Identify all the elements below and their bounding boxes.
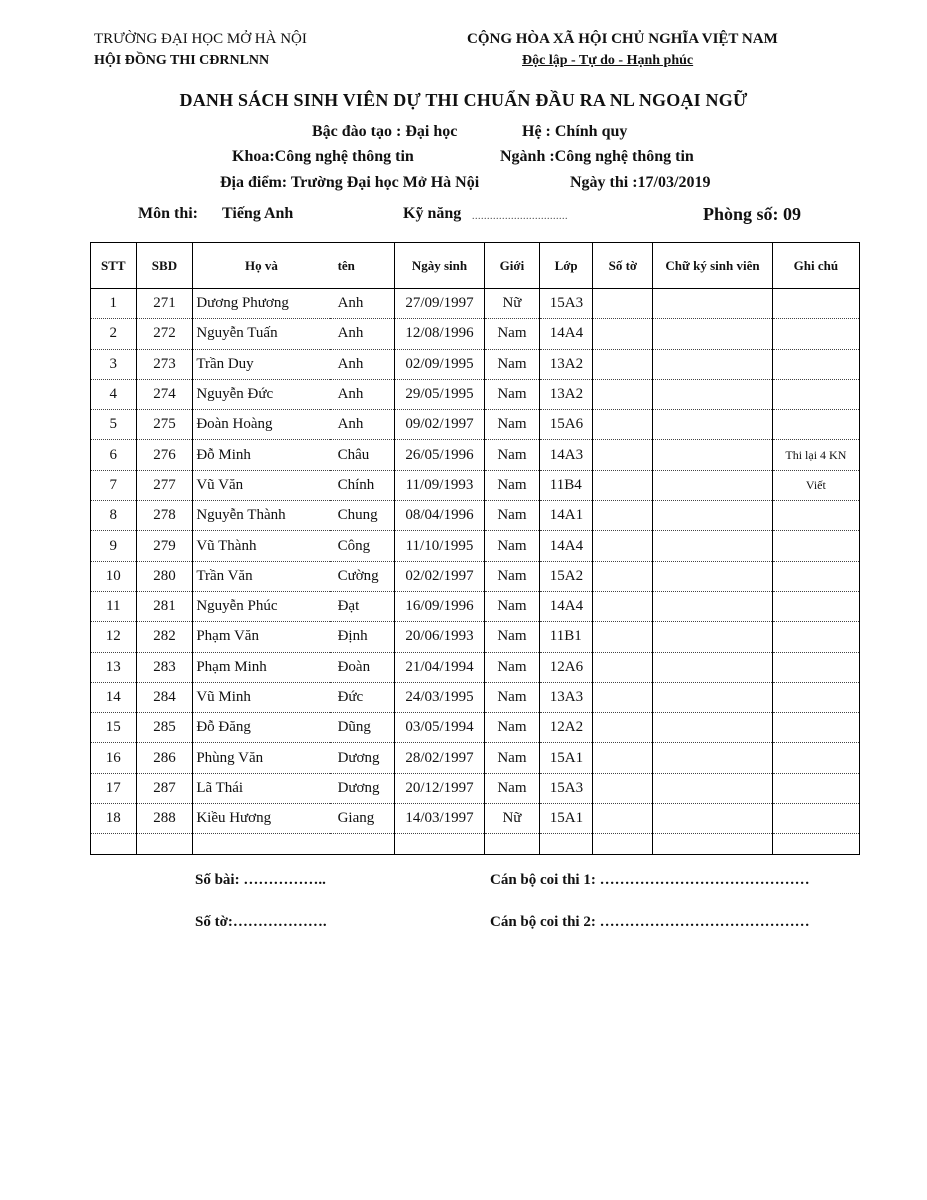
cell-stt: 4 [91, 379, 137, 409]
cell-class: 14A3 [539, 440, 593, 470]
cell-note: Viết [772, 470, 859, 500]
table-row [91, 470, 860, 500]
cell-signature [653, 501, 773, 531]
cell-signature [653, 804, 773, 834]
cell-note [772, 591, 859, 621]
cell-ten: Chính [330, 470, 395, 500]
table-row [91, 682, 860, 712]
cell-sbd: 276 [136, 440, 193, 470]
table-row [91, 319, 860, 349]
cell-class: 13A3 [539, 682, 593, 712]
cell-signature [653, 743, 773, 773]
cell-ten: Đạt [330, 591, 395, 621]
cell-dob: 14/03/1997 [394, 804, 484, 834]
cell-dob: 28/02/1997 [394, 743, 484, 773]
cell-pages [593, 682, 653, 712]
cell-sbd: 283 [136, 652, 193, 682]
table-row [91, 289, 860, 319]
cell-ten: Anh [330, 379, 395, 409]
cell-ho: Nguyễn Tuấn [193, 319, 330, 349]
cell-dob: 20/12/1997 [394, 773, 484, 803]
cell-ten: Châu [330, 440, 395, 470]
cell-ten: Công [330, 531, 395, 561]
cell-note [772, 834, 859, 855]
col-header-class: Lớp [539, 243, 593, 289]
cell-class: 15A3 [539, 289, 593, 319]
cell-note [772, 379, 859, 409]
cell-pages [593, 501, 653, 531]
cell-class: 15A3 [539, 773, 593, 803]
cell-sbd: 287 [136, 773, 193, 803]
cell-gender: Nam [485, 349, 540, 379]
cell-ho: Vũ Văn [193, 470, 330, 500]
table-row [91, 410, 860, 440]
cell-sbd: 272 [136, 319, 193, 349]
cell-sbd: 274 [136, 379, 193, 409]
cell-pages [593, 652, 653, 682]
cell-class: 11B4 [539, 470, 593, 500]
cell-dob: 02/09/1995 [394, 349, 484, 379]
cell-gender: Nam [485, 319, 540, 349]
republic-name: CỘNG HÒA XÃ HỘI CHỦ NGHĨA VIỆT NAM [467, 31, 778, 47]
cell-dob: 20/06/1993 [394, 622, 484, 652]
cell-class: 13A2 [539, 349, 593, 379]
col-header-pages: Số tờ [593, 243, 653, 289]
cell-stt: 2 [91, 319, 137, 349]
cell-dob: 02/02/1997 [394, 561, 484, 591]
cell-ho: Vũ Minh [193, 682, 330, 712]
cell-note [772, 410, 859, 440]
cell-sbd: 280 [136, 561, 193, 591]
cell-note [772, 652, 859, 682]
cell-dob: 16/09/1996 [394, 591, 484, 621]
school-name: TRƯỜNG ĐẠI HỌC MỞ HÀ NỘI [94, 31, 307, 47]
cell-stt: 8 [91, 501, 137, 531]
table-row [91, 652, 860, 682]
cell-ten [330, 834, 395, 855]
cell-gender: Nam [485, 713, 540, 743]
major: Ngành :Công nghệ thông tin [500, 148, 694, 165]
sheet-count: Số tờ:………………. [195, 914, 327, 930]
cell-gender: Nam [485, 682, 540, 712]
cell-ten: Đức [330, 682, 395, 712]
cell-note [772, 501, 859, 531]
cell-ten: Chung [330, 501, 395, 531]
cell-ten: Định [330, 622, 395, 652]
cell-pages [593, 622, 653, 652]
cell-note [772, 773, 859, 803]
table-row [91, 804, 860, 834]
col-header-signature: Chữ ký sinh viên [653, 243, 773, 289]
cell-dob: 12/08/1996 [394, 319, 484, 349]
cell-signature [653, 561, 773, 591]
cell-note [772, 349, 859, 379]
cell-class: 14A4 [539, 319, 593, 349]
cell-pages [593, 319, 653, 349]
table-row [91, 713, 860, 743]
cell-stt: 16 [91, 743, 137, 773]
proctor-2-signature: Cán bộ coi thi 2: …………………………………… [490, 914, 810, 930]
cell-pages [593, 349, 653, 379]
col-header-ho: Họ và [193, 243, 330, 289]
cell-stt: 15 [91, 713, 137, 743]
cell-ten: Giang [330, 804, 395, 834]
cell-sbd: 275 [136, 410, 193, 440]
cell-ho: Phùng Văn [193, 743, 330, 773]
cell-sbd: 284 [136, 682, 193, 712]
cell-signature [653, 319, 773, 349]
cell-pages [593, 561, 653, 591]
table-row [91, 561, 860, 591]
table-row [91, 773, 860, 803]
cell-sbd: 281 [136, 591, 193, 621]
training-level: Bậc đào tạo : Đại học [312, 123, 458, 140]
cell-stt: 14 [91, 682, 137, 712]
cell-class: 13A2 [539, 379, 593, 409]
cell-gender: Nam [485, 470, 540, 500]
cell-pages [593, 743, 653, 773]
cell-stt: 3 [91, 349, 137, 379]
cell-pages [593, 804, 653, 834]
cell-ho: Vũ Thành [193, 531, 330, 561]
cell-ho: Nguyễn Phúc [193, 591, 330, 621]
cell-sbd: 278 [136, 501, 193, 531]
skill-label: Kỹ năng [403, 205, 462, 222]
cell-sbd: 288 [136, 804, 193, 834]
cell-sbd: 277 [136, 470, 193, 500]
exam-council: HỘI ĐỒNG THI CĐRNLNN [94, 53, 270, 68]
col-header-stt: STT [91, 243, 137, 289]
table-row [91, 501, 860, 531]
cell-pages [593, 713, 653, 743]
cell-ho: Phạm Văn [193, 622, 330, 652]
cell-ten: Anh [330, 349, 395, 379]
cell-dob: 08/04/1996 [394, 501, 484, 531]
cell-dob [394, 834, 484, 855]
cell-stt: 6 [91, 440, 137, 470]
cell-signature [653, 531, 773, 561]
cell-pages [593, 410, 653, 440]
exam-date: Ngày thi :17/03/2019 [570, 174, 711, 191]
cell-signature [653, 773, 773, 803]
cell-note [772, 804, 859, 834]
proctor-1-signature: Cán bộ coi thi 1: …………………………………… [490, 872, 810, 888]
cell-ho: Trần Văn [193, 561, 330, 591]
cell-class: 11B1 [539, 622, 593, 652]
cell-signature [653, 470, 773, 500]
cell-ho: Dương Phương [193, 289, 330, 319]
cell-stt: 13 [91, 652, 137, 682]
col-header-ten: tên [330, 243, 395, 289]
col-header-dob: Ngày sinh [394, 243, 484, 289]
cell-class: 15A1 [539, 804, 593, 834]
col-header-gender: Giới [485, 243, 540, 289]
cell-signature [653, 834, 773, 855]
cell-ten: Anh [330, 319, 395, 349]
cell-ten: Dũng [330, 713, 395, 743]
cell-signature [653, 289, 773, 319]
cell-sbd: 285 [136, 713, 193, 743]
cell-pages [593, 470, 653, 500]
cell-stt: 11 [91, 591, 137, 621]
cell-ho: Trần Duy [193, 349, 330, 379]
cell-ho: Đỗ Minh [193, 440, 330, 470]
cell-ho [193, 834, 330, 855]
cell-sbd: 282 [136, 622, 193, 652]
cell-gender [485, 834, 540, 855]
student-roster-table [90, 242, 860, 855]
cell-signature [653, 682, 773, 712]
cell-signature [653, 440, 773, 470]
cell-ho: Nguyễn Đức [193, 379, 330, 409]
cell-ho: Lã Thái [193, 773, 330, 803]
cell-dob: 09/02/1997 [394, 410, 484, 440]
cell-class: 15A6 [539, 410, 593, 440]
document-title: DANH SÁCH SINH VIÊN DỰ THI CHUẨN ĐẦU RA NL NGOẠI NGỮ [179, 90, 748, 110]
cell-signature [653, 349, 773, 379]
cell-pages [593, 531, 653, 561]
exam-location: Địa điểm: Trường Đại học Mở Hà Nội [220, 174, 480, 191]
cell-note [772, 289, 859, 319]
cell-dob: 11/10/1995 [394, 531, 484, 561]
cell-gender: Nam [485, 501, 540, 531]
cell-pages [593, 379, 653, 409]
cell-signature [653, 713, 773, 743]
cell-stt: 7 [91, 470, 137, 500]
skill-blank: ................................ [472, 211, 568, 222]
training-system: Hệ : Chính quy [522, 123, 628, 140]
table-row [91, 349, 860, 379]
table-row-empty [91, 834, 860, 855]
cell-gender: Nam [485, 531, 540, 561]
cell-pages [593, 834, 653, 855]
col-header-note: Ghi chú [772, 243, 859, 289]
cell-note [772, 682, 859, 712]
cell-ten: Đoàn [330, 652, 395, 682]
cell-stt: 9 [91, 531, 137, 561]
cell-stt: 18 [91, 804, 137, 834]
cell-stt: 12 [91, 622, 137, 652]
cell-gender: Nam [485, 440, 540, 470]
cell-sbd [136, 834, 193, 855]
cell-class: 14A4 [539, 591, 593, 621]
cell-note [772, 713, 859, 743]
cell-ho: Đỗ Đăng [193, 713, 330, 743]
room-number: Phòng số: 09 [703, 204, 802, 224]
cell-class: 15A2 [539, 561, 593, 591]
cell-dob: 21/04/1994 [394, 652, 484, 682]
cell-ho: Đoàn Hoàng [193, 410, 330, 440]
cell-class [539, 834, 593, 855]
table-row [91, 591, 860, 621]
cell-dob: 29/05/1995 [394, 379, 484, 409]
cell-sbd: 271 [136, 289, 193, 319]
cell-signature [653, 622, 773, 652]
cell-dob: 03/05/1994 [394, 713, 484, 743]
cell-stt: 5 [91, 410, 137, 440]
cell-pages [593, 591, 653, 621]
col-header-sbd: SBD [136, 243, 193, 289]
cell-dob: 26/05/1996 [394, 440, 484, 470]
cell-class: 12A6 [539, 652, 593, 682]
table-row [91, 743, 860, 773]
cell-gender: Nam [485, 561, 540, 591]
cell-sbd: 273 [136, 349, 193, 379]
cell-note [772, 622, 859, 652]
cell-stt [91, 834, 137, 855]
subject-value: Tiếng Anh [222, 205, 294, 222]
table-row [91, 440, 860, 470]
cell-stt: 17 [91, 773, 137, 803]
cell-sbd: 286 [136, 743, 193, 773]
national-motto: Độc lập - Tự do - Hạnh phúc [522, 53, 694, 68]
cell-gender: Nam [485, 591, 540, 621]
cell-gender: Nữ [485, 289, 540, 319]
cell-signature [653, 591, 773, 621]
table-row [91, 622, 860, 652]
cell-gender: Nữ [485, 804, 540, 834]
cell-class: 15A1 [539, 743, 593, 773]
cell-pages [593, 440, 653, 470]
cell-stt: 1 [91, 289, 137, 319]
cell-pages [593, 773, 653, 803]
cell-class: 12A2 [539, 713, 593, 743]
cell-note [772, 561, 859, 591]
cell-gender: Nam [485, 622, 540, 652]
cell-note [772, 319, 859, 349]
table-row [91, 379, 860, 409]
cell-ten: Cường [330, 561, 395, 591]
cell-note [772, 743, 859, 773]
cell-signature [653, 652, 773, 682]
cell-dob: 27/09/1997 [394, 289, 484, 319]
cell-note: Thi lại 4 KN [772, 440, 859, 470]
cell-ho: Nguyễn Thành [193, 501, 330, 531]
cell-ten: Dương [330, 773, 395, 803]
cell-gender: Nam [485, 410, 540, 440]
table-row [91, 531, 860, 561]
cell-ho: Phạm Minh [193, 652, 330, 682]
cell-ten: Anh [330, 410, 395, 440]
cell-gender: Nam [485, 743, 540, 773]
cell-class: 14A1 [539, 501, 593, 531]
subject-label: Môn thi: [138, 205, 198, 222]
cell-gender: Nam [485, 652, 540, 682]
table-header-row [91, 243, 860, 289]
cell-sbd: 279 [136, 531, 193, 561]
cell-gender: Nam [485, 379, 540, 409]
cell-class: 14A4 [539, 531, 593, 561]
cell-stt: 10 [91, 561, 137, 591]
cell-ten: Dương [330, 743, 395, 773]
cell-signature [653, 410, 773, 440]
cell-pages [593, 289, 653, 319]
cell-dob: 11/09/1993 [394, 470, 484, 500]
cell-ten: Anh [330, 289, 395, 319]
cell-note [772, 531, 859, 561]
faculty: Khoa:Công nghệ thông tin [232, 148, 414, 165]
cell-dob: 24/03/1995 [394, 682, 484, 712]
paper-count: Số bài: …………….. [195, 872, 326, 888]
cell-gender: Nam [485, 773, 540, 803]
cell-ho: Kiều Hương [193, 804, 330, 834]
cell-signature [653, 379, 773, 409]
